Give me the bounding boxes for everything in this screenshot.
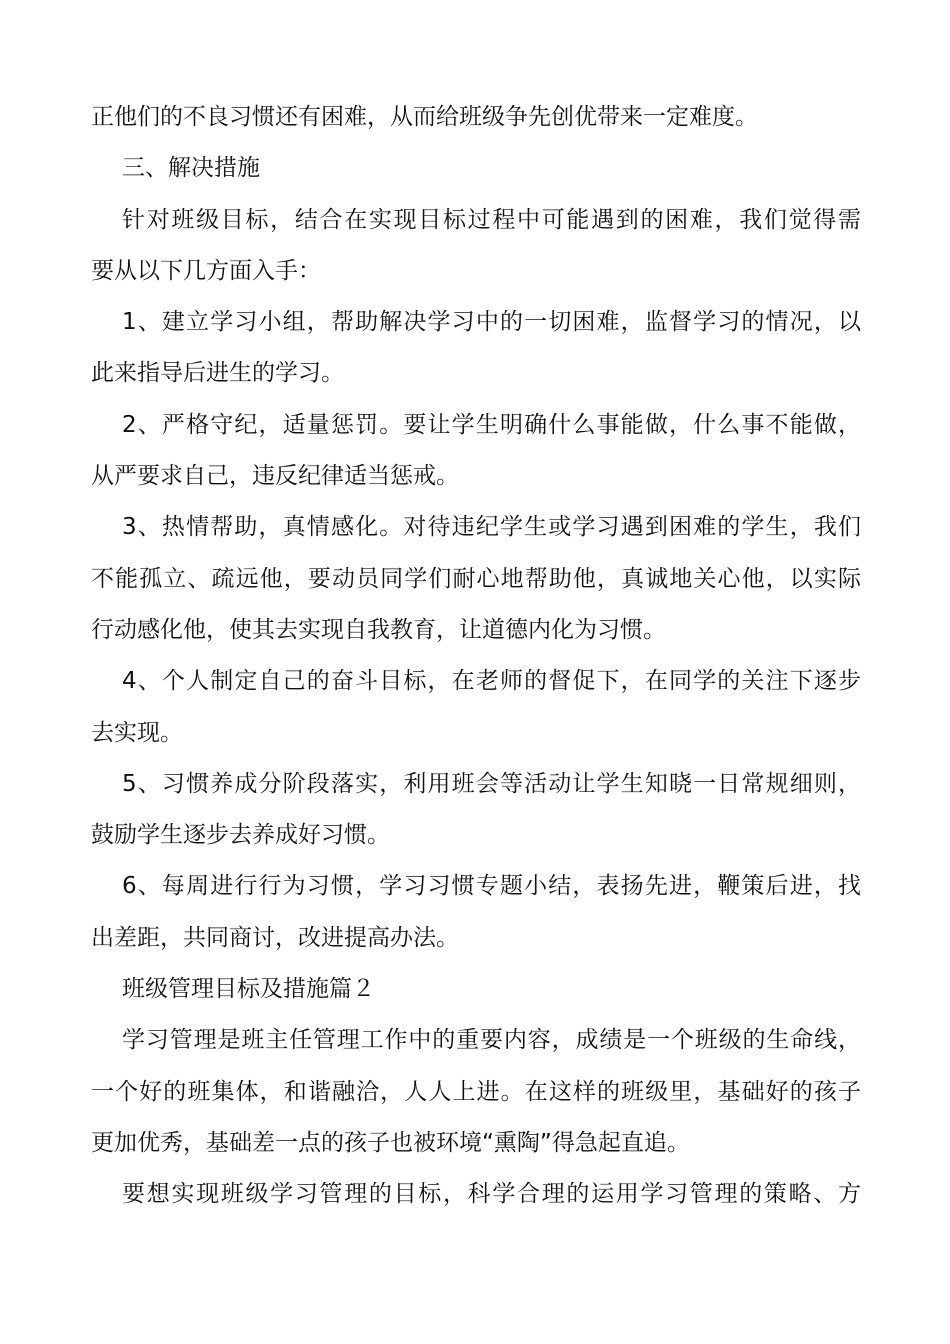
list-item-line: 鼓励学生逐步去养成好习惯。 <box>91 822 390 849</box>
list-item-line: 从严要求自己，违反纪律适当惩戒。 <box>91 463 459 490</box>
list-item-line: 此来指导后进生的学习。 <box>91 360 344 387</box>
paragraph-line: 正他们的不良习惯还有困难，从而给班级争先创优带来一定难度。 <box>91 104 758 130</box>
section-heading: 三、解决措施 <box>122 155 260 182</box>
paragraph-line: 要从以下几方面入手： <box>91 257 321 284</box>
document-body <box>91 95 861 1224</box>
section-heading: 班级管理目标及措施篇２ <box>122 976 375 1003</box>
list-item-line: 4、个人制定自己的奋斗目标，在老师的督促下，在同学的关注下逐步 <box>122 668 861 695</box>
paragraph-line: 要想实现班级学习管理的目标，科学合理的运用学习管理的策略、方 <box>122 1181 861 1208</box>
list-item-line: 5、习惯养成分阶段落实，利用班会等活动让学生知晓一日常规细则， <box>122 770 861 797</box>
list-item-line: 3、热情帮助，真情感化。对待违纪学生或学习遇到困难的学生，我们 <box>122 514 861 541</box>
paragraph-line: 一个好的班集体，和谐融洽，人人上进。在这样的班级里，基础好的孩子 <box>91 1078 861 1105</box>
paragraph-line: 学习管理是班主任管理工作中的重要内容，成绩是一个班级的生命线， <box>122 1027 861 1054</box>
paragraph-line: 针对班级目标，结合在实现目标过程中可能遇到的困难，我们觉得需 <box>122 206 861 233</box>
list-item-line: 去实现。 <box>91 719 183 746</box>
list-item-line: 出差距，共同商讨，改进提高办法。 <box>91 924 459 951</box>
list-item-line: 2、严格守纪，适量惩罚。要让学生明确什么事能做，什么事不能做， <box>122 411 861 438</box>
paragraph-line: 更加优秀，基础差一点的孩子也被环境“熏陶”得急起直追。 <box>91 1129 690 1156</box>
list-item-line: 行动感化他，使其去实现自我教育，让道德内化为习惯。 <box>91 616 666 643</box>
list-item-line: 6、每周进行行为习惯，学习习惯专题小结，表扬先进，鞭策后进，找 <box>122 873 861 900</box>
list-item-line: 1、建立学习小组，帮助解决学习中的一切困难，监督学习的情况，以 <box>122 309 861 336</box>
list-item-line: 不能孤立、疏远他，要动员同学们耐心地帮助他，真诚地关心他，以实际 <box>91 565 861 592</box>
